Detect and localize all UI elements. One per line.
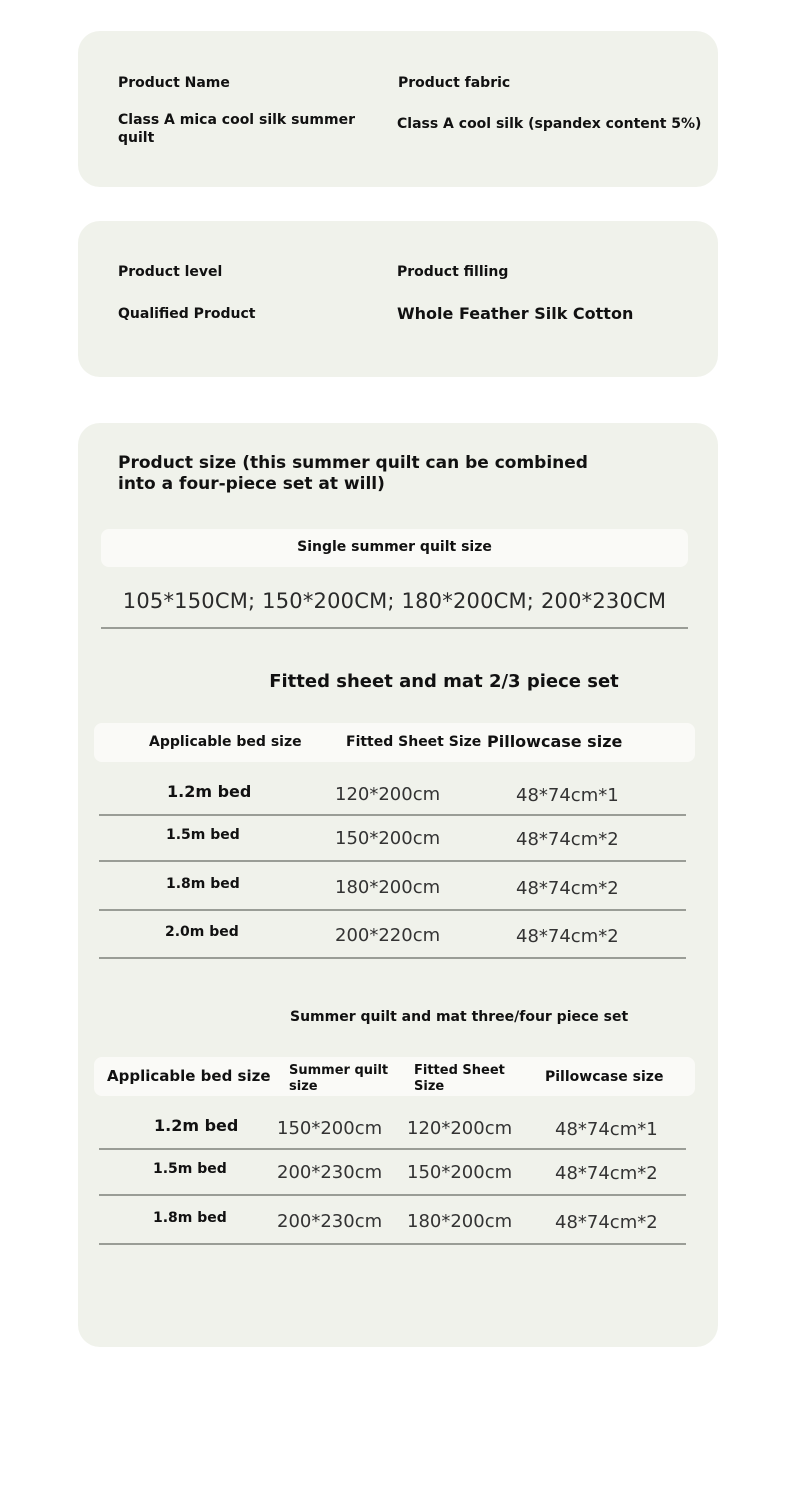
table-row-bed: 1.2m bed — [167, 782, 252, 801]
table-row-quilt: 200*230cm — [277, 1211, 383, 1232]
table-row-quilt: 150*200cm — [277, 1118, 383, 1139]
fitted-header-sheet: Fitted Sheet Size — [346, 734, 482, 750]
product-filling-label: Product filling — [397, 264, 509, 280]
fitted-header-bed: Applicable bed size — [149, 734, 302, 750]
quilt-header-quilt: Summer quilt size — [289, 1063, 389, 1094]
divider — [99, 957, 686, 959]
quilt-set-title: Summer quilt and mat three/four piece set — [290, 1009, 629, 1025]
table-row-pillow: 48*74cm*2 — [516, 878, 619, 899]
single-size-values: 105*150CM; 150*200CM; 180*200CM; 200*230CM — [122, 589, 667, 613]
table-row-pillow: 48*74cm*2 — [516, 926, 619, 947]
quilt-table-header — [94, 1057, 695, 1096]
single-size-header: Single summer quilt size — [297, 539, 492, 555]
table-row-bed: 2.0m bed — [165, 924, 239, 940]
table-row-quilt: 200*230cm — [277, 1162, 383, 1183]
product-name-value: Class A mica cool silk summer quilt — [118, 112, 355, 146]
fitted-header-pillow: Pillowcase size — [487, 732, 623, 751]
table-row-pillow: 48*74cm*2 — [516, 829, 619, 850]
product-level-value: Qualified Product — [118, 306, 256, 322]
product-filling-value: Whole Feather Silk Cotton — [397, 304, 634, 323]
table-row-pillow: 48*74cm*1 — [555, 1119, 658, 1140]
quilt-header-pillow: Pillowcase size — [545, 1069, 664, 1085]
divider — [99, 1194, 686, 1196]
divider — [99, 1243, 686, 1245]
table-row-pillow: 48*74cm*2 — [555, 1163, 658, 1184]
divider — [101, 627, 688, 629]
table-row-sheet: 120*200cm — [407, 1118, 513, 1139]
table-row-bed: 1.2m bed — [154, 1116, 239, 1135]
fitted-table-header — [94, 723, 695, 762]
table-row-sheet: 180*200cm — [407, 1211, 513, 1232]
quilt-header-sheet: Fitted Sheet Size — [414, 1063, 505, 1094]
table-row-pillow: 48*74cm*2 — [555, 1212, 658, 1233]
product-level-card — [78, 221, 718, 377]
table-row-sheet: 150*200cm — [407, 1162, 513, 1183]
fitted-set-title: Fitted sheet and mat 2/3 piece set — [269, 671, 619, 692]
product-size-title: Product size (this summer quilt can be combined into a four-piece set at will) — [118, 453, 588, 494]
table-row-sheet: 180*200cm — [335, 877, 441, 898]
product-level-label: Product level — [118, 264, 223, 280]
product-size-card — [78, 423, 718, 1347]
divider — [99, 909, 686, 911]
table-row-bed: 1.5m bed — [166, 827, 240, 843]
table-row-bed: 1.8m bed — [153, 1210, 227, 1226]
product-name-card — [78, 31, 718, 187]
divider — [99, 814, 686, 816]
divider — [99, 1148, 686, 1150]
product-fabric-value: Class A cool silk (spandex content 5%) — [397, 116, 702, 132]
product-name-label: Product Name — [118, 75, 230, 91]
single-size-header-pill — [101, 529, 688, 567]
table-row-sheet: 200*220cm — [335, 925, 441, 946]
table-row-sheet: 120*200cm — [335, 784, 441, 805]
product-fabric-label: Product fabric — [398, 75, 511, 91]
quilt-header-bed: Applicable bed size — [107, 1067, 271, 1085]
table-row-sheet: 150*200cm — [335, 828, 441, 849]
divider — [99, 860, 686, 862]
table-row-bed: 1.5m bed — [153, 1161, 227, 1177]
table-row-pillow: 48*74cm*1 — [516, 785, 619, 806]
table-row-bed: 1.8m bed — [166, 876, 240, 892]
